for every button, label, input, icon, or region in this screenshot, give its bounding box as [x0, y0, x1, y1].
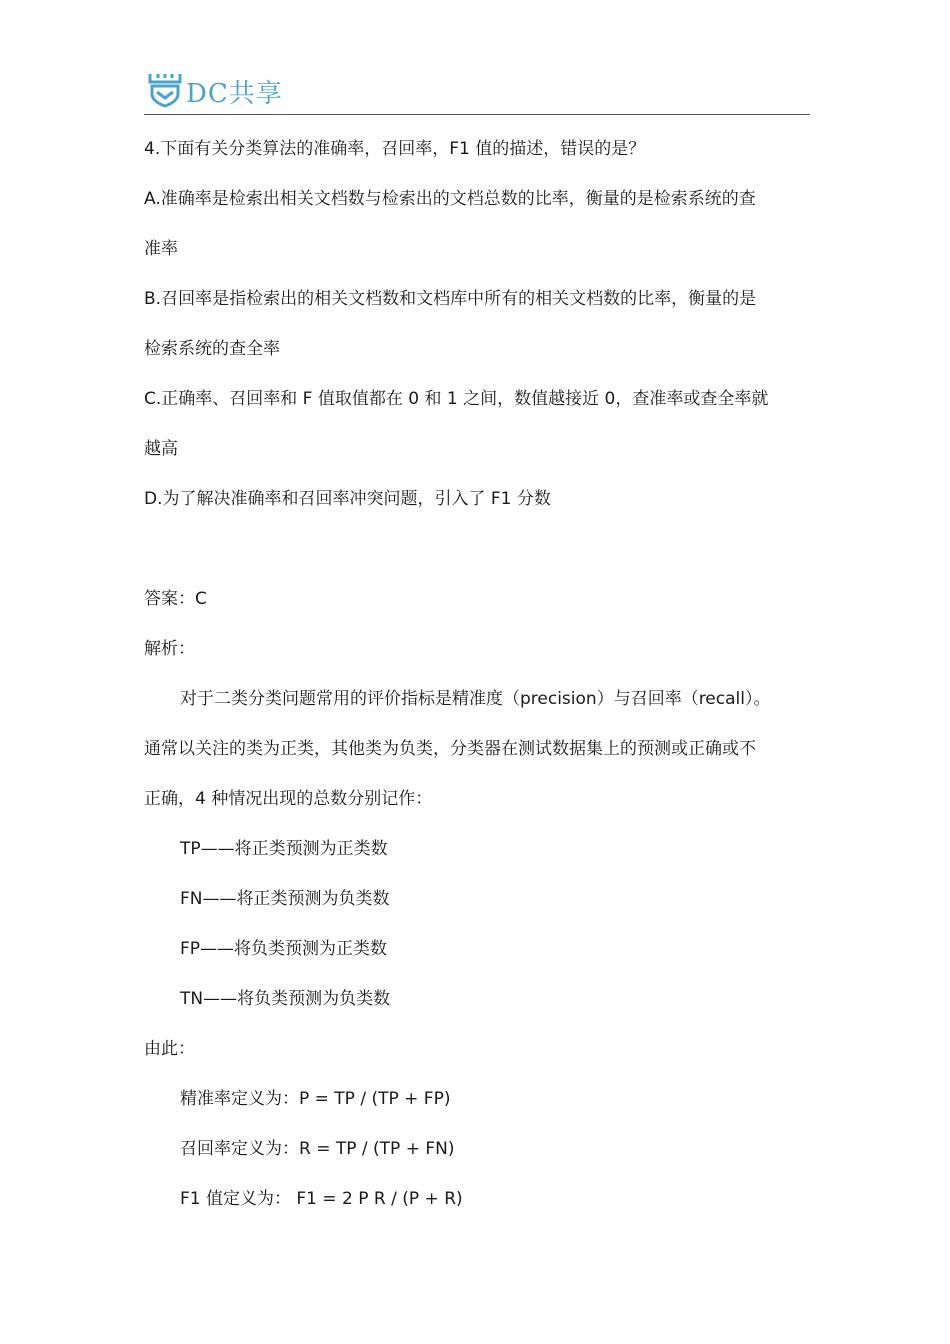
precision-formula: 精准率定义为：P = TP / (TP + FP)	[180, 1089, 451, 1109]
spacer	[144, 524, 810, 574]
option-b-line-2: 检索系统的查全率	[144, 339, 280, 359]
analysis-paragraph-3: 正确，4 种情况出现的总数分别记作：	[144, 789, 433, 809]
analysis-label: 解析：	[144, 639, 195, 659]
page-header	[144, 70, 810, 115]
option-c-line-2: 越高	[144, 439, 178, 459]
recall-formula: 召回率定义为：R = TP / (TP + FN)	[180, 1139, 455, 1159]
document-body	[144, 124, 810, 1224]
tn-definition: TN——将负类预测为负类数	[180, 989, 391, 1009]
option-c-line-1: C.正确率、召回率和 F 值取值都在 0 和 1 之间，数值越接近 0，查准率或查全率就	[144, 389, 769, 409]
f1-formula: F1 值定义为： F1 = 2 P R / (P + R)	[180, 1189, 463, 1209]
option-b-line-1: B.召回率是指检索出的相关文档数和文档库中所有的相关文档数的比率，衡量的是	[144, 289, 757, 309]
option-a-line-1: A.准确率是检索出相关文档数与检索出的文档总数的比率，衡量的是检索系统的查	[144, 189, 756, 209]
analysis-paragraph-2: 通常以关注的类为正类，其他类为负类，分类器在测试数据集上的预测或正确或不	[144, 739, 756, 759]
logo-text: DC共享	[186, 79, 283, 109]
fp-definition: FP——将负类预测为正类数	[180, 939, 388, 959]
tp-definition: TP——将正类预测为正类数	[180, 839, 388, 859]
fn-definition: FN——将正类预测为负类数	[180, 889, 390, 909]
question-stem: 4.下面有关分类算法的准确率，召回率，F1 值的描述，错误的是？	[144, 139, 646, 159]
option-a-line-2: 准率	[144, 239, 178, 259]
option-d: D.为了解决准确率和召回率冲突问题，引入了 F1 分数	[144, 489, 551, 509]
thus-label: 由此：	[144, 1039, 195, 1059]
analysis-paragraph-1: 对于二类分类问题常用的评价指标是精准度（precision）与召回率（recall）。	[180, 689, 771, 709]
castle-shield-icon	[146, 70, 184, 108]
answer-line: 答案：C	[144, 589, 207, 609]
